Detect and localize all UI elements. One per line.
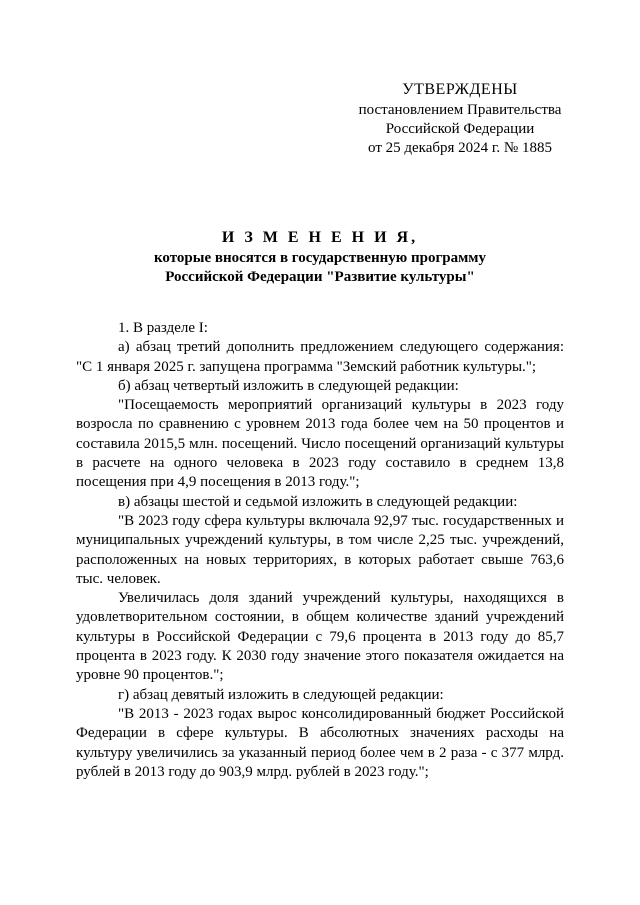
- paragraph-3: б) абзац четвертый изложить в следующей редакции:: [118, 377, 459, 394]
- title-line-1: которые вносятся в государственную программу: [153, 250, 487, 266]
- paragraph-4: "Посещаемость мероприятий организаций культуры в 2023 году возросла по сравнению с уровнем 2013 года более чем на 50 процентов и составила 2015,5 млн. посещений. Число посещений организаций культуры в расчете на одного человека в 2023 году составило в среднем 13,8 посещения при 4,9 посещения в 2013 году.";: [76, 397, 564, 491]
- approval-line-2: Российской Федерации: [385, 121, 535, 137]
- document-title: [60, 228, 580, 287]
- approval-stamp-block: [330, 80, 590, 158]
- paragraph-6: "В 2023 году сфера культуры включала 92,97 тыс. государственных и муниципальных учреждений культуры, в том числе 2,25 тыс. учреждений, расположенных на новых территориях, в которых работает свыше 763,6 тыс. человек.: [76, 512, 564, 587]
- paragraph-5: в) абзацы шестой и седьмой изложить в следующей редакции:: [118, 493, 518, 510]
- approval-line-3: от 25 декабря 2024 г. № 1885: [368, 140, 552, 156]
- approved-label: УТВЕРЖДЕНЫ: [402, 81, 518, 98]
- paragraph-8: г) абзац девятый изложить в следующей редакции:: [118, 686, 444, 703]
- paragraph-9: "В 2013 - 2023 годах вырос консолидированный бюджет Российской Федерации в сфере культуры. В абсолютных значениях расходы на культуру увеличились за указанный период более чем в 2 раза - с 377 млрд. рублей в 2013 году до 903,9 млрд. рублей в 2023 году.";: [76, 705, 564, 780]
- document-body: [76, 319, 564, 782]
- paragraph-7: Увеличилась доля зданий учреждений культуры, находящихся в удовлетворительном состоянии, в общем количестве зданий учреждений культуры в Российской Федерации с 79,6 процента в 2013 году до 85,7 процента в 2023 году. К 2030 году значение этого показателя ожидается на уровне 90 процентов.";: [76, 590, 564, 684]
- paragraph-1: 1. В разделе I:: [118, 320, 208, 336]
- title-line-2: Российской Федерации "Развитие культуры": [165, 269, 475, 285]
- title-heading: И З М Е Н Е Н И Я,: [221, 229, 419, 246]
- paragraph-2: а) абзац третий дополнить предложением следующего содержания: "С 1 января 2025 г. запущена программа "Земский работник культуры.";: [76, 339, 564, 375]
- approval-line-1: постановлением Правительства: [358, 102, 562, 118]
